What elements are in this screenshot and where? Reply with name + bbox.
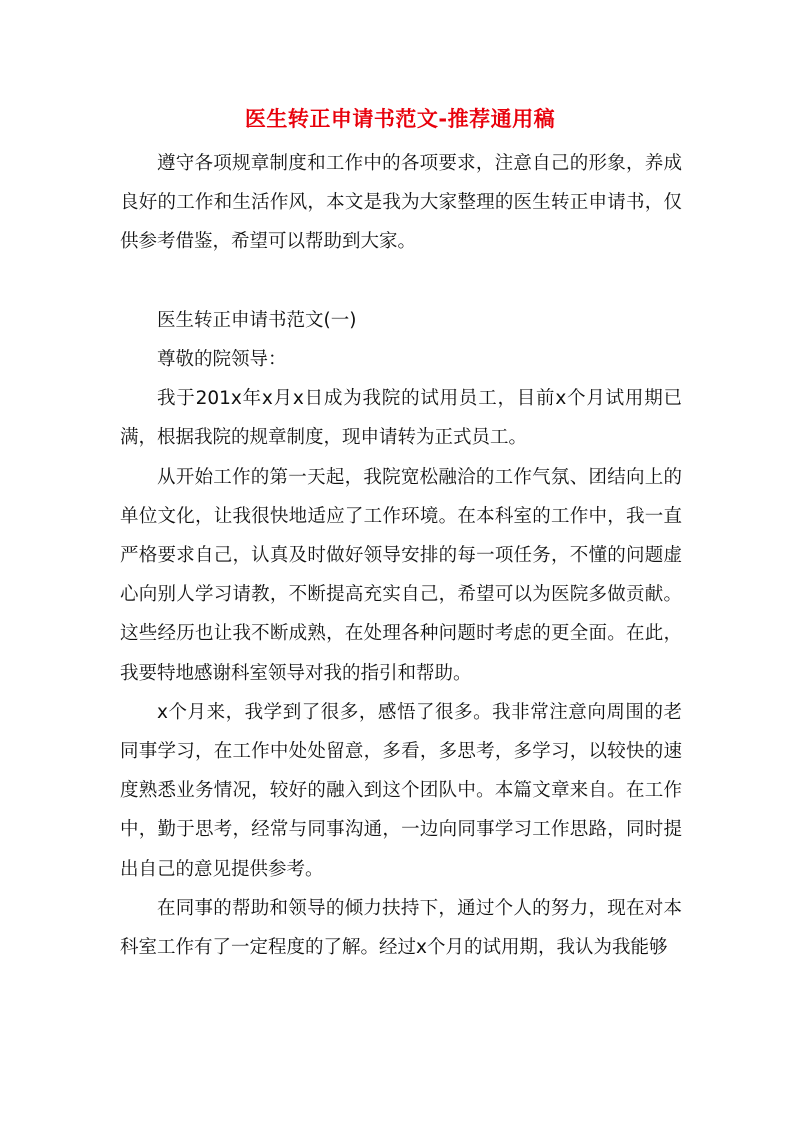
document-body <box>120 144 682 967</box>
body-paragraph-4: 在同事的帮助和领导的倾力扶持下，通过个人的努力，现在对本科室工作有了一定程度的了解。经过x个月的试用期，我认为我能够 <box>120 897 682 959</box>
document-title: 医生转正申请书范文-推荐通用稿 <box>244 107 556 131</box>
body-paragraph-3: x个月来，我学到了很多，感悟了很多。我非常注意向周围的老同事学习，在工作中处处留意，多看，多思考，多学习，以较快的速度熟悉业务情况，较好的融入到这个团队中。本篇文章来自。在工作中，勤于思考，经常与同事沟通，一边向同事学习工作思路，同时提出自己的意见提供参考。 <box>120 701 682 880</box>
paragraph-spacer <box>120 262 682 301</box>
intro-paragraph: 遵守各项规章制度和工作中的各项要求，注意自己的形象，养成良好的工作和生活作风，本文是我为大家整理的医生转正申请书，仅供参考借鉴，希望可以帮助到大家。 <box>120 153 682 253</box>
body-paragraph-2: 从开始工作的第一天起，我院宽松融洽的工作气氛、团结向上的单位文化，让我很快地适应了工作环境。在本科室的工作中，我一直严格要求自己，认真及时做好领导安排的每一项任务，不懂的问题虚心向别人学习请教，不断提高充实自己，希望可以为医院多做贡献。这些经历也让我不断成熟，在处理各种问题时考虑的更全面。在此，我要特地感谢科室领导对我的指引和帮助。 <box>120 466 682 684</box>
section-heading: 医生转正申请书范文(一) <box>157 309 357 331</box>
salutation: 尊敬的院领导： <box>157 349 287 370</box>
body-paragraph-1: 我于201x年x月x日成为我院的试用员工，目前x个月试用期已满，根据我院的规章制度，现申请转为正式员工。 <box>120 388 682 449</box>
